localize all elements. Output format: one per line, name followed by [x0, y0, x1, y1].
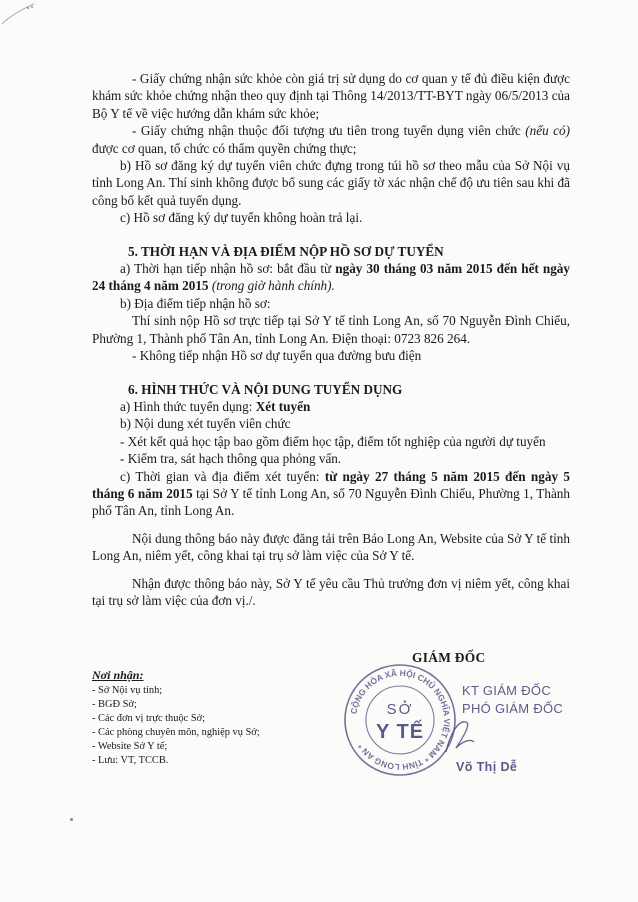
paragraph-dossier-envelope: b) Hồ sơ đăng ký dự tuyển viên chức đựng trong túi hồ sơ theo mẫu của Sở Nội vụ tỉnh Long An. Thí sinh không được bổ sung các giấy tờ xác nhận chế độ ưu tiên sau khi đã công bố kết quả tuyển dụng. — [92, 158, 570, 208]
recipient-item: - Lưu: VT, TCCB. — [92, 755, 169, 766]
paragraph-no-postal: - Không tiếp nhận Hồ sơ dự tuyển qua đường bưu điện — [132, 348, 422, 364]
corner-scan-mark — [0, 0, 40, 28]
section-heading-5: 5. THỜI HẠN VÀ ĐỊA ĐIỂM NỘP HỒ SƠ DỰ TUYỂN — [128, 243, 444, 259]
director-title: GIÁM ĐỐC — [412, 650, 486, 665]
paragraph-publication: Nội dung thông báo này được đăng tải trên Báo Long An, Website của Sở Y tế tỉnh Long An, niêm yết, công khai tại trụ sở làm việc của Sở Y tế. — [92, 530, 570, 564]
paragraph-academic-results: - Xét kết quả học tập bao gồm điểm học tập, điểm tốt nghiệp của người dự tuyển — [120, 433, 546, 449]
paragraph-location-address: Thí sinh nộp Hồ sơ trực tiếp tại Sở Y tế tỉnh Long An, số 70 Nguyễn Đình Chiểu, Phường 1, Thành phố Tân An, tỉnh Long An. Điện thoại: 0723 826 264. — [92, 313, 570, 346]
paragraph-location-label: b) Địa điểm tiếp nhận hồ sơ: — [120, 295, 271, 311]
recipients-block — [92, 668, 342, 768]
seal-center-line2: Y TẾ — [375, 721, 425, 743]
paragraph-no-return: c) Hồ sơ đăng ký dự tuyển không hoàn trả lại. — [120, 210, 363, 226]
document-body — [92, 70, 570, 609]
seal-center-line1: SỞ — [386, 701, 414, 718]
recipient-item: - Các phòng chuyên môn, nghiệp vụ Sở; — [92, 727, 260, 738]
recipient-item: - Các đơn vị trực thuộc Sở; — [92, 713, 206, 724]
recipient-item: - Website Sở Y tế; — [92, 741, 168, 752]
paragraph-form: a) Hình thức tuyển dụng: Xét tuyển — [120, 398, 311, 414]
paragraph-interview: - Kiểm tra, sát hạch thông qua phỏng vấn. — [120, 451, 342, 467]
handwritten-signature-icon — [440, 712, 480, 762]
svg-text:CỘNG HÒA XÃ HỘI CHỦ NGHĨA VIỆT — [348, 667, 452, 772]
deputy-title: PHÓ GIÁM ĐỐC — [462, 701, 564, 716]
recipients-title: Nơi nhận: — [92, 668, 144, 682]
paragraph-request: Nhận được thông báo này, Sở Y tế yêu cầu Thủ trưởng đơn vị niêm yết, công khai tại trụ sở làm việc của đơn vị./. — [92, 575, 570, 608]
paragraph-health-certificate: - Giấy chứng nhận sức khỏe còn giá trị sử dụng do cơ quan y tế đủ điều kiện được khám sức khỏe chứng nhận theo quy định tại Thông 14/2013/TT-BYT ngày 06/5/2013 của Bộ Y tế về việc hướng dẫn khám sức khỏe; — [92, 71, 570, 121]
section-heading-6: 6. HÌNH THỨC VÀ NỘI DUNG TUYỂN DỤNG — [128, 381, 403, 397]
recipient-item: - BGĐ Sở; — [92, 699, 137, 710]
kt-line: KT GIÁM ĐỐC — [462, 683, 552, 698]
paragraph-content-label: b) Nội dung xét tuyển viên chức — [120, 416, 291, 432]
seal-ring-text: CỘNG HÒA XÃ HỘI CHỦ NGHĨA VIỆT NAM * TỈNH LONG AN * — [348, 667, 453, 773]
paragraph-priority-certificate: - Giấy chứng nhận thuộc đối tượng ưu tiên trong tuyển dụng viên chức (nếu có) được cơ quan, tổ chức có thẩm quyền chứng thực; — [92, 123, 570, 156]
paragraph-deadline: a) Thời hạn tiếp nhận hồ sơ: bắt đầu từ ngày 30 tháng 03 năm 2015 đến hết ngày 24 tháng 4 năm 2015 (trong giờ hành chính). — [92, 261, 570, 294]
paragraph-exam-time: c) Thời gian và địa điểm xét tuyển: từ ngày 27 tháng 5 năm 2015 đến ngày 5 tháng 6 năm 2015 tại Sở Y tế tỉnh Long An, số 70 Nguyễn Đình Chiểu, Phường 1, Thành phố Tân An, tỉnh Long An. — [92, 468, 570, 519]
scan-speck — [70, 818, 73, 821]
signer-name: Võ Thị Dễ — [456, 760, 518, 774]
recipient-item: - Sở Nội vụ tỉnh; — [92, 685, 163, 696]
